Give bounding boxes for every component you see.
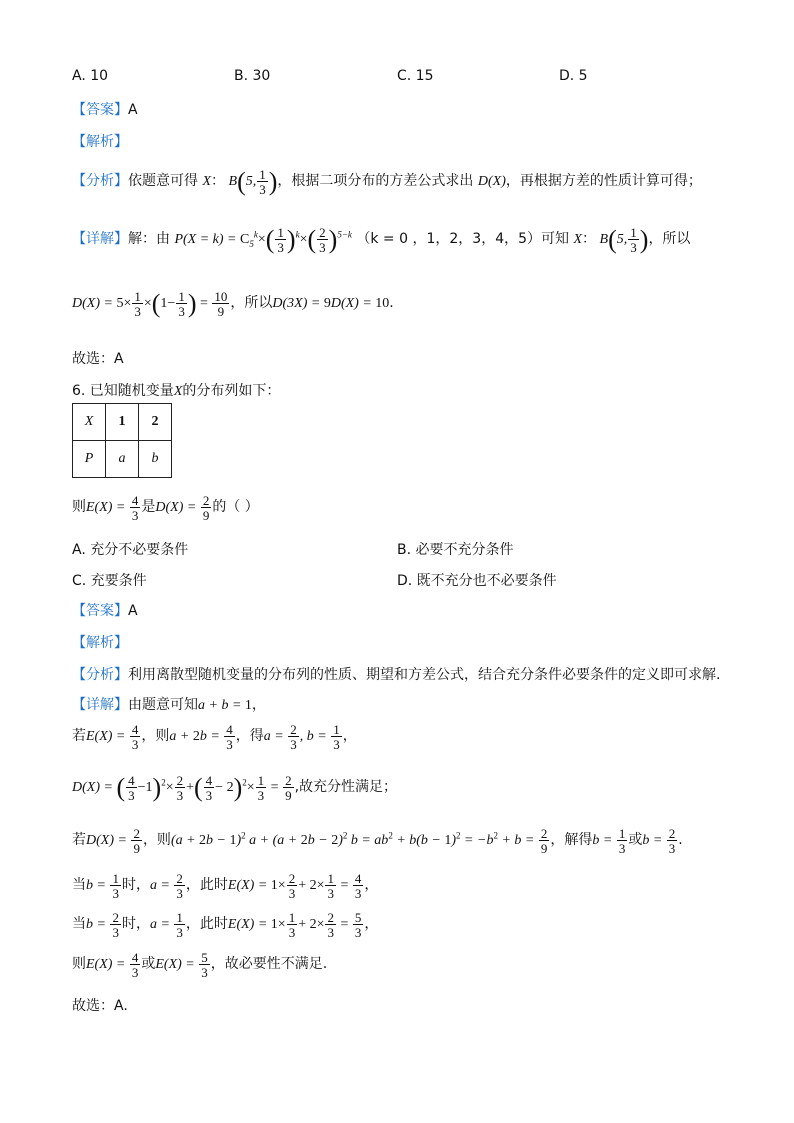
table-row (73, 441, 172, 478)
cond-mid: 是 (141, 499, 156, 516)
formula-d3x: D(3X) = 9D(X) = 10 (272, 296, 390, 312)
q6-stem-post: 的分布列如下： (182, 383, 281, 399)
answer-line (72, 99, 138, 119)
l1-then: ，则 (141, 728, 170, 745)
l5-when: 当 (72, 916, 86, 933)
l3-then: ，则 (142, 832, 171, 849)
formula-pmf: $P(X = k) = C_5^k\times$( $\frac{1}{3}$ )$^k$×( $\frac{2}{3}$ )$^{5-k}$ (174, 225, 352, 255)
formula-binomial: X： B(5, $\frac{1}{3}$ ) (202, 167, 278, 197)
formula-a-case1: a = $\frac{2}{3}$ (149, 871, 183, 901)
jiexi-tag: 【解析】 (72, 134, 128, 150)
l4-time: 时， (121, 877, 150, 894)
q5-final: 故选：A (72, 351, 124, 367)
distribution-table (72, 403, 172, 478)
analysis-tag: 【分析】 (72, 667, 128, 683)
solution-line-4: 当b = $\frac{1}{3}$ 时，a = $\frac{2}{3}$ ，此时E(X) = 1× $\frac{2}{3}$ + 2× $\frac{1}{3}$ = $\frac{4}{3}$ ， (72, 871, 379, 901)
table-cell: 2 (139, 404, 172, 441)
table-cell: 1 (106, 404, 139, 441)
answer-tag: 【答案】 (72, 102, 128, 118)
table-cell: X (73, 404, 106, 441)
analysis-pre: 依题意可得 (128, 173, 198, 190)
table-row (73, 404, 172, 441)
q6-option-c: C. 充要条件 (72, 573, 147, 589)
l2-post: ,故充分性满足； (294, 779, 398, 796)
l3-or: 或 (628, 832, 643, 849)
l1-pre: 若 (72, 728, 86, 745)
formula-dx-l3: D(X) = $\frac{2}{9}$ (86, 826, 140, 856)
option-b: B. 30 (234, 68, 271, 84)
cond-pre: 则 (72, 499, 86, 516)
variance-so: ，所以 (230, 295, 273, 312)
var-x: X (173, 384, 183, 399)
q6-stem-pre: 6. 已知随机变量 (72, 383, 174, 399)
formula-variance: D(X) = 5× $\frac{1}{3}$ ×(1− $\frac{1}{3}$ ) = $\frac{10}{9}$ (72, 289, 228, 319)
formula-a2b: a + 2b = $\frac{4}{3}$ (169, 722, 233, 752)
detail-text: 由题意可知 (128, 697, 198, 713)
l4-when: 当 (72, 877, 86, 894)
solution-line-6 (72, 951, 327, 979)
formula-binomial-2: X： B(5, $\frac{1}{3}$ ) (573, 225, 649, 255)
analysis-mid: ，根据二项分布的方差公式求出 (277, 173, 474, 190)
option-a: A. 10 (72, 68, 109, 84)
formula-b1: b = $\frac{1}{3}$ (592, 826, 626, 856)
answer-value: A (128, 603, 138, 619)
analysis-tag: 【分析】 (72, 173, 128, 190)
detail-k: （k = 0 ，1，2，3，4，5）可知 (356, 231, 570, 248)
formula-ex-a: E(X) = $\frac{4}{3}$ (86, 950, 139, 980)
q6-stem (72, 380, 280, 400)
q6-final: 故选：A. (72, 998, 128, 1014)
formula-b2: b = $\frac{2}{3}$ (642, 826, 676, 856)
analysis-line (72, 168, 702, 196)
formula-var-expand: $(a + 2b - 1)^2$ $a + (a + 2b - 2)^2$ $b = ab^2 + b(b - 1)^2 = -b^2 + b$ = $\frac{2}{9}$ (170, 826, 548, 856)
detail-post: ，所以 (648, 231, 691, 248)
table-cell: a (106, 441, 139, 478)
l6-pre: 则 (72, 956, 86, 973)
answer-value: A (128, 102, 138, 118)
table-cell: P (73, 441, 106, 478)
formula-ex: E(X) = $\frac{4}{3}$ (86, 493, 139, 523)
variance-line: D(X) = 5× $\frac{1}{3}$ ×(1− $\frac{1}{3}$ ) = $\frac{10}{9}$ ，所以D(3X) = 9D(X) = 10. (72, 289, 394, 319)
answer-tag: 【答案】 (72, 603, 128, 619)
detail-tag: 【详解】 (72, 697, 128, 713)
l5-now: ，此时 (185, 916, 228, 933)
detail-tag: 【详解】 (72, 231, 128, 248)
formula-sum: a + b = 1 (198, 698, 252, 713)
formula-a-case2: a = $\frac{1}{3}$ (149, 910, 183, 940)
solution-line-2 (72, 774, 397, 802)
l3-solve: ，解得 (550, 832, 593, 849)
q6-analysis (72, 664, 720, 684)
q6-option-b: B. 必要不充分条件 (397, 542, 514, 558)
cond-post: 的（ ） (212, 499, 259, 516)
l1-get: ，得 (235, 728, 264, 745)
formula-ex-case1: E(X) = 1× $\frac{2}{3}$ + 2× $\frac{1}{3}$ = $\frac{4}{3}$ (227, 871, 362, 901)
l5-time: 时， (121, 916, 150, 933)
formula-dx: D(X) (477, 174, 506, 190)
formula-dx-expand: D(X) = ( $\frac{4}{3}$ −1)$^2$× $\frac{2}{3}$ +( $\frac{4}{3}$ − 2)$^2$× $\frac{1}{3}$ = $\frac{2}{9}$ (72, 773, 292, 803)
jiexi-tag: 【解析】 (72, 635, 128, 651)
analysis-text: 利用离散型随机变量的分布列的性质、期望和方差公式，结合充分条件必要条件的定义即可求解. (128, 667, 721, 683)
q6-option-d: D. 既不充分也不必要条件 (397, 573, 557, 589)
option-d: D. 5 (559, 68, 588, 84)
l3-pre: 若 (72, 832, 86, 849)
formula-b-case2: b = $\frac{2}{3}$ (86, 910, 119, 940)
table-cell: b (139, 441, 172, 478)
formula-ex-l1: E(X) = $\frac{4}{3}$ (86, 722, 139, 752)
q6-detail: 【详解】由题意可知a + b = 1， (72, 697, 266, 713)
formula-dx-cond: D(X) = $\frac{2}{9}$ (155, 493, 210, 523)
detail-pre: 解：由 (128, 231, 170, 248)
option-c: C. 15 (397, 68, 434, 84)
formula-b-case1: b = $\frac{1}{3}$ (86, 871, 119, 901)
formula-ab-vals: a = $\frac{2}{3}$ , b = $\frac{1}{3}$ (263, 722, 340, 752)
analysis-post: ，再根据方差的性质计算可得； (505, 173, 702, 190)
l6-post: ，故必要性不满足. (210, 956, 328, 973)
q6-answer-line (72, 600, 138, 620)
solution-line-1: 若E(X) = $\frac{4}{3}$ ，则a + 2b = $\frac{4}{3}$ ，得a = $\frac{2}{3}$ , b = $\frac{1}{3}$ ， (72, 722, 357, 752)
solution-line-3: 若D(X) = $\frac{2}{9}$ ，则$(a + 2b - 1)^2$ $a + (a + 2b - 2)^2$ $b = ab^2 + b(b - 1)^2 = -b^2 + b$ = $\frac{2}{9}$ ，解得b = $\frac{1}{3}$ 或b = $\frac{2}{3}$ . (72, 826, 683, 856)
q6-condition (72, 494, 259, 522)
l4-now: ，此时 (185, 877, 228, 894)
l6-or: 或 (141, 956, 156, 973)
formula-ex-b: E(X) = $\frac{5}{3}$ (155, 950, 208, 980)
q6-option-a: A. 充分不必要条件 (72, 542, 189, 558)
formula-ex-case2: E(X) = 1× $\frac{1}{3}$ + 2× $\frac{2}{3}$ = $\frac{5}{3}$ (227, 910, 362, 940)
detail-line (72, 226, 690, 254)
solution-line-5: 当b = $\frac{2}{3}$ 时，a = $\frac{1}{3}$ ，此时E(X) = 1× $\frac{1}{3}$ + 2× $\frac{2}{3}$ = $\frac{5}{3}$ ， (72, 910, 379, 940)
